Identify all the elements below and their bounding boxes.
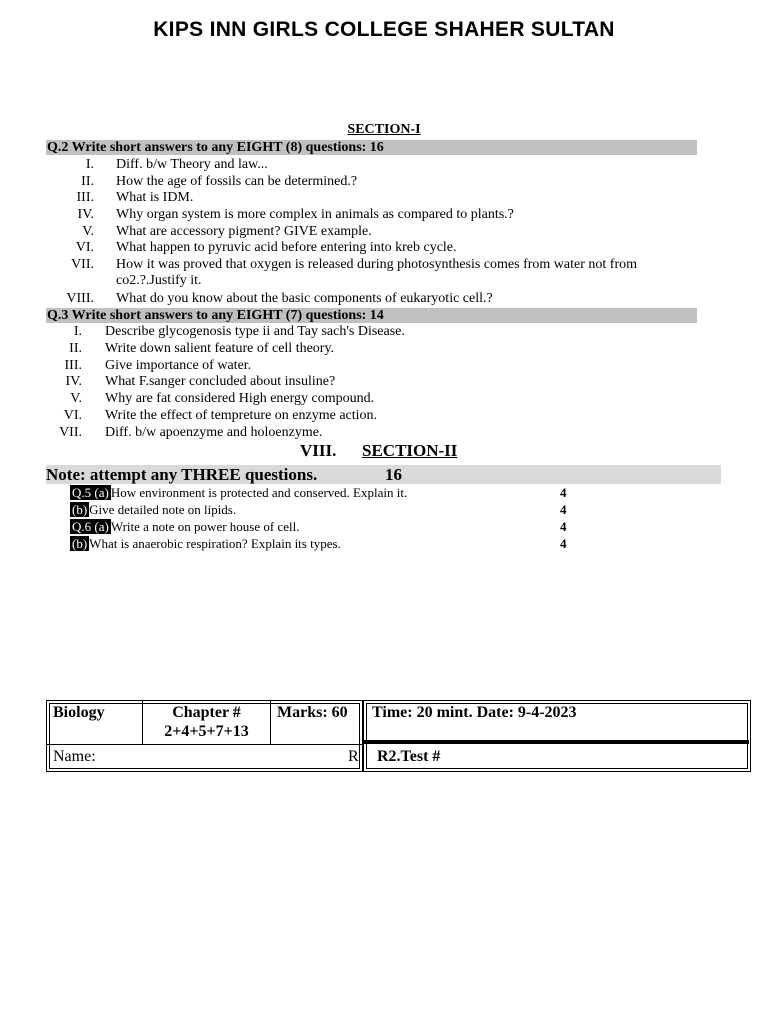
q3-item-text: Write the effect of tempreture on enzyme action. (105, 408, 378, 423)
q3-item-number: V. (70, 391, 82, 407)
q2-item-text: What is IDM. (116, 190, 194, 205)
q2-item-number: IV. (77, 207, 94, 222)
q3-item-text: Give importance of water. (105, 357, 252, 373)
test-label: R2.Test # (377, 748, 441, 765)
section-1-heading: SECTION-I (347, 122, 421, 137)
question-text: Write a note on power house of cell. (110, 519, 300, 534)
r-label: R (348, 748, 359, 765)
q3-item-number: II. (69, 340, 82, 356)
q2-item-text: How the age of fossils can be determined.? (116, 174, 358, 189)
question-tag: Q.6 (a) (72, 519, 109, 534)
question-text: How environment is protected and conserved. Explain it. (110, 485, 408, 500)
section-2-note-marks: 16 (385, 465, 402, 484)
q2-item-number: VII. (71, 257, 94, 272)
q3-item-text: Describe glycogenosis type ii and Tay sach's Disease. (105, 324, 405, 339)
question-tag: (b) (72, 536, 88, 551)
q2-item-number: III. (76, 190, 94, 205)
section-2-item (70, 519, 299, 534)
info-table-row-divider-thick (363, 740, 749, 744)
q3-item-number: III. (64, 357, 82, 373)
q2-item-number: VIII. (66, 291, 94, 306)
q3-item-text: Diff. b/w apoenzyme and holoenzyme. (105, 424, 323, 440)
chapter-label: Chapter # (172, 704, 241, 721)
section-2-item (70, 485, 407, 500)
section-2-item (70, 502, 236, 517)
q2-item-text: What are accessory pigment? GIVE example. (116, 224, 372, 239)
page-title: KIPS INN GIRLS COLLEGE SHAHER SULTAN (153, 18, 615, 41)
q2-item-text: How it was proved that oxygen is released during photosynthesis comes from water not from co2.?.Justify it. (116, 257, 638, 288)
subject-cell: Biology (53, 704, 105, 721)
q2-item-number: VI. (75, 240, 94, 255)
info-table (46, 700, 751, 772)
question-marks: 4 (560, 519, 567, 534)
question-marks: 4 (560, 502, 567, 517)
q3-item-number: IV. (65, 374, 82, 390)
section-2-heading: SECTION-II (362, 441, 458, 460)
question-marks: 4 (560, 485, 567, 500)
q2-item-text: What happen to pyruvic acid before entering into kreb cycle. (116, 240, 457, 255)
question-tag: (b) (72, 502, 88, 517)
q2-item-text: Diff. b/w Theory and law... (116, 157, 268, 172)
time-date-cell: Time: 20 mint. Date: 9-4-2023 (372, 704, 577, 721)
question-text: Give detailed note on lipids. (89, 502, 237, 517)
q2-item-number: II. (81, 174, 94, 189)
q3-item-text: Why are fat considered High energy compound. (105, 391, 375, 407)
q3-item-number: VII. (59, 424, 82, 440)
chapter-value: 2+4+5+7+13 (164, 723, 249, 740)
q2-item-text: What do you know about the basic components of eukaryotic cell.? (116, 291, 493, 306)
q2-item-number: V. (82, 224, 94, 239)
question-text: What is anaerobic respiration? Explain its types. (89, 536, 341, 551)
q3-heading: Q.3 Write short answers to any EIGHT (7) questions: 14 (46, 308, 697, 323)
info-table-row-divider (46, 744, 362, 745)
q2-heading: Q.2 Write short answers to any EIGHT (8) questions: 16 (46, 140, 697, 155)
question-marks: 4 (560, 536, 567, 551)
q3-item-text: What F.sanger concluded about insuline? (105, 374, 336, 390)
name-label: Name: (53, 748, 96, 765)
q3-item-text: Write down salient feature of cell theory. (105, 340, 335, 356)
viii-numeral: VIII. (300, 441, 337, 460)
marks-cell: Marks: 60 (277, 704, 348, 721)
q2-item-text: Why organ system is more complex in animals as compared to plants.? (116, 207, 514, 222)
q2-item-number: I. (85, 157, 94, 172)
info-table-col-divider (270, 700, 271, 744)
section-2-note: Note: attempt any THREE questions. (46, 465, 318, 484)
q3-item-number: I. (73, 324, 82, 339)
q3-item-number: VI. (63, 408, 82, 423)
question-tag: Q.5 (a) (72, 485, 109, 500)
section-2-item (70, 536, 341, 551)
